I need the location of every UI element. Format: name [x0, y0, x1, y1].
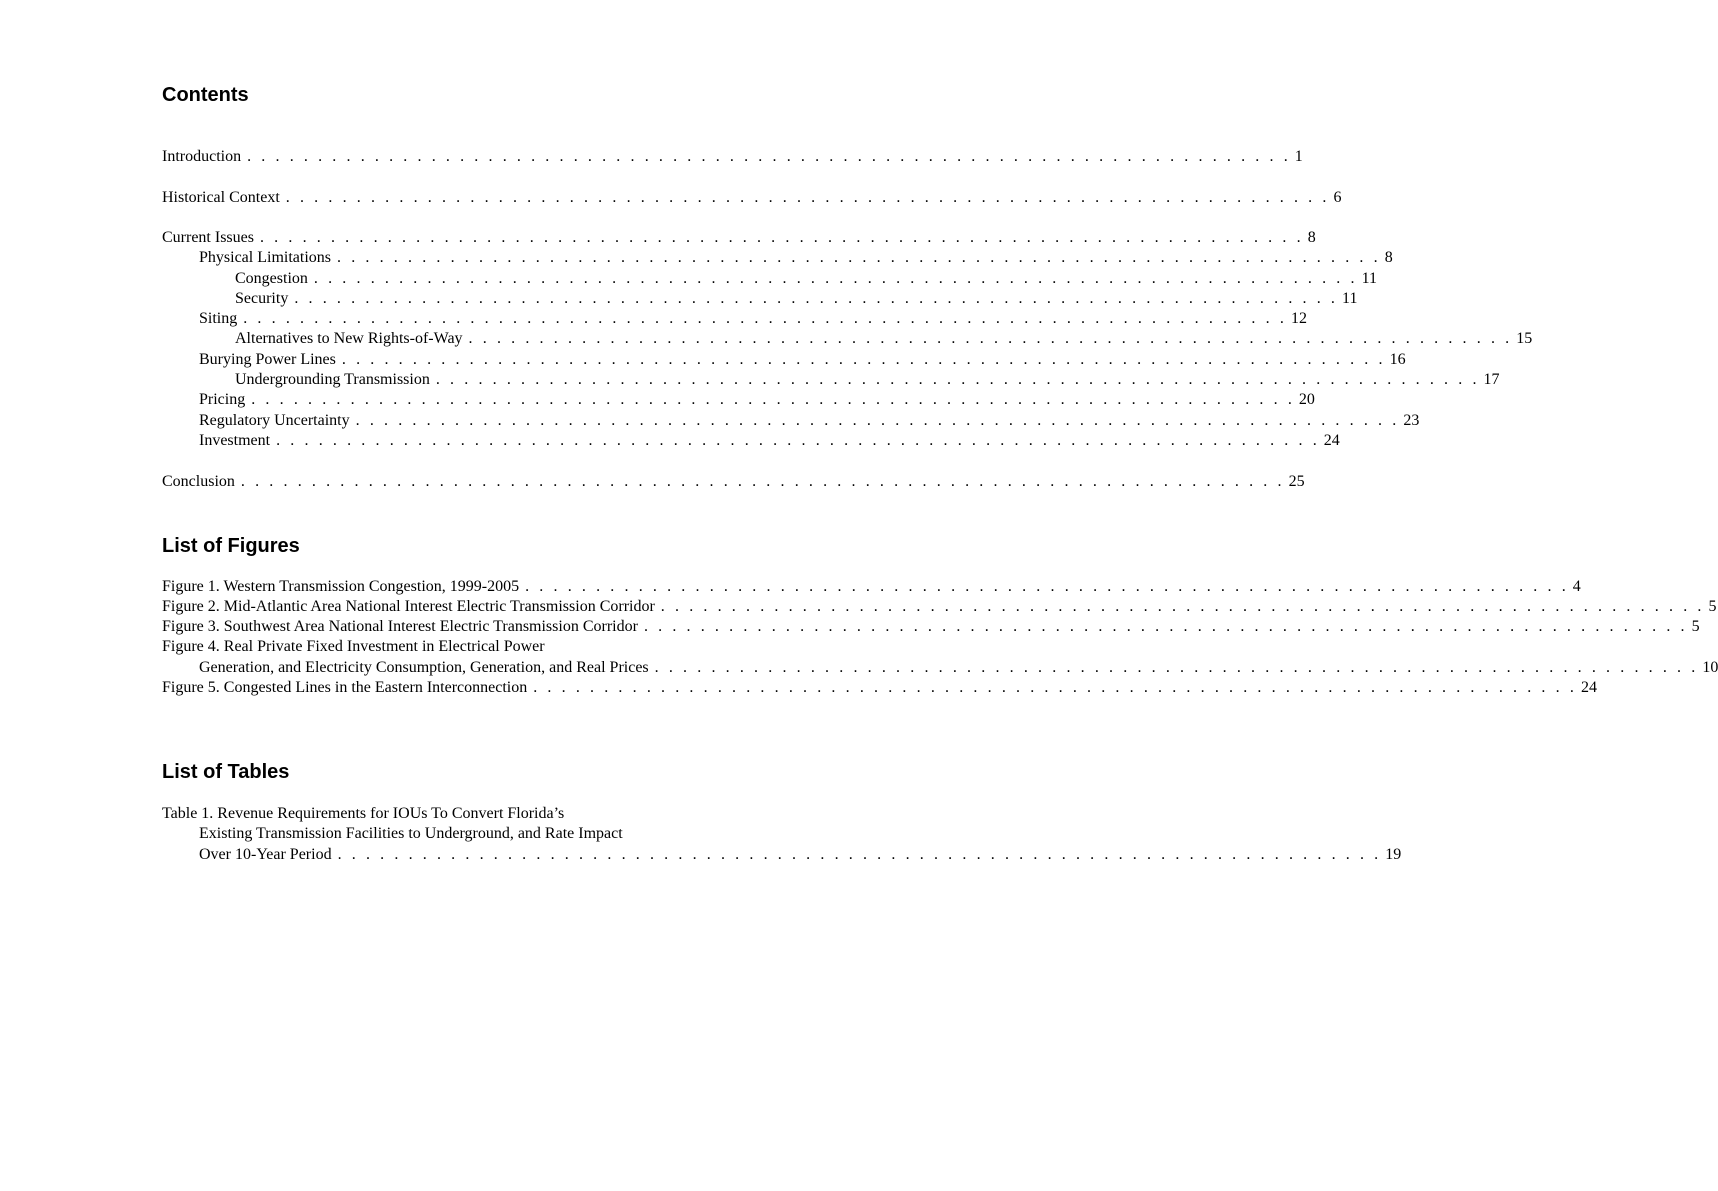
- toc-entry-page: 8: [1384, 249, 1393, 266]
- toc-entry-page: 11: [1342, 290, 1358, 307]
- dot-leader: . . . . . . . . . . . . . . . . . . . . . . . . . . . . . . . . . . . . . . . . . . . . . . . . . . . . . . . . . . . . . . . . . . . . . . . . . .: [337, 846, 1382, 863]
- table-entry-page: 19: [1385, 846, 1402, 863]
- dot-leader: . . . . . . . . . . . . . . . . . . . . . . . . . . . . . . . . . . . . . . . . . . . . . . . . . . . . . . . . . . . . . . . . . . . . . . . . . .: [355, 412, 1400, 429]
- dot-leader: . . . . . . . . . . . . . . . . . . . . . . . . . . . . . . . . . . . . . . . . . . . . . . . . . . . . . . . . . . . . . . . . . . . . . . . . . .: [468, 330, 1513, 347]
- toc-entry-title: Physical Limitations: [199, 249, 331, 266]
- figure-entry-title: Figure 1. Western Transmission Congestion, 1999-2005: [162, 578, 520, 595]
- toc-entry-page: 8: [1307, 229, 1316, 246]
- dot-leader: . . . . . . . . . . . . . . . . . . . . . . . . . . . . . . . . . . . . . . . . . . . . . . . . . . . . . . . . . . . . . . . . . . . . . . . . . .: [259, 229, 1304, 246]
- toc-entry-title: Conclusion: [162, 473, 235, 490]
- toc-entry-title: Burying Power Lines: [199, 351, 336, 368]
- toc-entry-regulatory-uncertainty[interactable]: [199, 411, 1420, 431]
- figure-entry-title: Figure 2. Mid-Atlantic Area National Interest Electric Transmission Corridor: [162, 598, 655, 615]
- table-entry-title: Over 10-Year Period: [199, 846, 332, 863]
- toc-entry-title: Siting: [199, 310, 238, 327]
- dot-leader: . . . . . . . . . . . . . . . . . . . . . . . . . . . . . . . . . . . . . . . . . . . . . . . . . . . . . . . . . . . . . . . . . . . . . . . . . .: [251, 391, 1295, 408]
- toc-entry-pricing[interactable]: [199, 390, 1315, 410]
- toc-entry-title: Congestion: [235, 270, 308, 287]
- toc-entry-title: Historical Context: [162, 189, 280, 206]
- toc-entry-title: Investment: [199, 432, 271, 449]
- toc-entry-page: 12: [1290, 310, 1307, 327]
- toc-entry-title: Introduction: [162, 148, 242, 165]
- tables-heading: List of Tables: [162, 761, 290, 783]
- toc-entry-page: 1: [1294, 148, 1303, 165]
- toc-entry-page: 17: [1483, 371, 1500, 388]
- figure-entry-title: Figure 3. Southwest Area National Interest Electric Transmission Corridor: [162, 618, 638, 635]
- figure-entry-1[interactable]: [162, 577, 1581, 597]
- dot-leader: . . . . . . . . . . . . . . . . . . . . . . . . . . . . . . . . . . . . . . . . . . . . . . . . . . . . . . . . . . . . . . . . . . . . . . . . . .: [525, 578, 1569, 595]
- toc-entry-title: Pricing: [199, 391, 246, 408]
- dot-leader: . . . . . . . . . . . . . . . . . . . . . . . . . . . . . . . . . . . . . . . . . . . . . . . . . . . . . . . . . . . . . . . . . . . . . . . . . .: [313, 270, 1358, 287]
- figure-entry-title: Figure 5. Congested Lines in the Eastern Interconnection: [162, 679, 528, 696]
- figure-entry-page: 24: [1580, 679, 1597, 696]
- toc-entry-page: 16: [1389, 351, 1406, 368]
- figure-entry-3[interactable]: [162, 617, 1700, 637]
- dot-leader: . . . . . . . . . . . . . . . . . . . . . . . . . . . . . . . . . . . . . . . . . . . . . . . . . . . . . . . . . . . . . . . . . . . . . . . . . .: [435, 371, 1480, 388]
- toc-entry-title: Undergrounding Transmission: [235, 371, 430, 388]
- dot-leader: . . . . . . . . . . . . . . . . . . . . . . . . . . . . . . . . . . . . . . . . . . . . . . . . . . . . . . . . . . . . . . . . . . . . . . . . . .: [643, 618, 1688, 635]
- dot-leader: . . . . . . . . . . . . . . . . . . . . . . . . . . . . . . . . . . . . . . . . . . . . . . . . . . . . . . . . . . . . . . . . . . . . . . . . . .: [337, 249, 1381, 266]
- figures-heading: List of Figures: [162, 535, 300, 557]
- toc-entry-page: 15: [1516, 330, 1533, 347]
- figure-entry-page: 4: [1572, 578, 1581, 595]
- toc-entry-page: 24: [1323, 432, 1340, 449]
- table-entry-1-line2[interactable]: Existing Transmission Facilities to Underground, and Rate Impact: [199, 825, 623, 842]
- figure-entry-page: 5: [1708, 598, 1717, 615]
- toc-entry-page: 20: [1298, 391, 1315, 408]
- toc-entry-undergrounding-transmission[interactable]: [235, 370, 1500, 390]
- toc-entry-alternatives[interactable]: [235, 329, 1533, 349]
- toc-entry-investment[interactable]: [199, 431, 1340, 451]
- dot-leader: . . . . . . . . . . . . . . . . . . . . . . . . . . . . . . . . . . . . . . . . . . . . . . . . . . . . . . . . . . . . . . . . . . . . . . . . . .: [294, 290, 1339, 307]
- toc-entry-title: Alternatives to New Rights-of-Way: [235, 330, 463, 347]
- dot-leader: . . . . . . . . . . . . . . . . . . . . . . . . . . . . . . . . . . . . . . . . . . . . . . . . . . . . . . . . . . . . . . . . . . . . . . . . . .: [240, 473, 1285, 490]
- dot-leader: . . . . . . . . . . . . . . . . . . . . . . . . . . . . . . . . . . . . . . . . . . . . . . . . . . . . . . . . . . . . . . . . . . . . . . . . . .: [276, 432, 1320, 449]
- contents-heading: Contents: [162, 84, 249, 106]
- dot-leader: . . . . . . . . . . . . . . . . . . . . . . . . . . . . . . . . . . . . . . . . . . . . . . . . . . . . . . . . . . . . . . . . . . . . . . . . . .: [247, 148, 1291, 165]
- figure-entry-page: 5: [1691, 618, 1700, 635]
- dot-leader: . . . . . . . . . . . . . . . . . . . . . . . . . . . . . . . . . . . . . . . . . . . . . . . . . . . . . . . . . . . . . . . . . . . . . . . . . .: [243, 310, 1287, 327]
- table-entry-1-line1[interactable]: Table 1. Revenue Requirements for IOUs To Convert Florida’s: [162, 805, 565, 822]
- toc-entry-historical-context[interactable]: [162, 188, 1342, 208]
- figure-entry-page: 10: [1702, 659, 1718, 676]
- toc-entry-title: Current Issues: [162, 229, 254, 246]
- figure-entry-2[interactable]: [162, 597, 1717, 617]
- dot-leader: . . . . . . . . . . . . . . . . . . . . . . . . . . . . . . . . . . . . . . . . . . . . . . . . . . . . . . . . . . . . . . . . . . . . . . . . . .: [341, 351, 1386, 368]
- figure-entry-title: Generation, and Electricity Consumption, Generation, and Real Prices: [199, 659, 649, 676]
- dot-leader: . . . . . . . . . . . . . . . . . . . . . . . . . . . . . . . . . . . . . . . . . . . . . . . . . . . . . . . . . . . . . . . . . . . . . . . . . .: [533, 679, 1577, 696]
- toc-entry-title: Security: [235, 290, 289, 307]
- dot-leader: . . . . . . . . . . . . . . . . . . . . . . . . . . . . . . . . . . . . . . . . . . . . . . . . . . . . . . . . . . . . . . . . . . . . . . . . . .: [285, 189, 1330, 206]
- toc-entry-siting[interactable]: [199, 309, 1307, 329]
- toc-entry-page: 11: [1361, 270, 1377, 287]
- figure-entry-4-line2[interactable]: [199, 658, 1718, 678]
- toc-entry-page: 23: [1403, 412, 1420, 429]
- dot-leader: . . . . . . . . . . . . . . . . . . . . . . . . . . . . . . . . . . . . . . . . . . . . . . . . . . . . . . . . . . . . . . . . . . . . . . . . . .: [660, 598, 1705, 615]
- toc-entry-conclusion[interactable]: [162, 472, 1305, 492]
- toc-entry-physical-limitations[interactable]: [199, 248, 1393, 268]
- toc-entry-page: 25: [1288, 473, 1305, 490]
- toc-entry-burying-power-lines[interactable]: [199, 350, 1406, 370]
- toc-entry-introduction[interactable]: [162, 147, 1303, 167]
- figure-entry-5[interactable]: [162, 678, 1597, 698]
- toc-entry-security[interactable]: [235, 289, 1358, 309]
- toc-entry-page: 6: [1333, 189, 1342, 206]
- table-entry-1-line3[interactable]: [199, 845, 1402, 865]
- toc-entry-congestion[interactable]: [235, 269, 1377, 289]
- toc-entry-title: Regulatory Uncertainty: [199, 412, 350, 429]
- toc-entry-current-issues[interactable]: [162, 228, 1316, 248]
- figure-entry-4-line1[interactable]: Figure 4. Real Private Fixed Investment in Electrical Power: [162, 638, 545, 655]
- dot-leader: . . . . . . . . . . . . . . . . . . . . . . . . . . . . . . . . . . . . . . . . . . . . . . . . . . . . . . . . . . . . . . . . . . . . . . . . . .: [654, 659, 1699, 676]
